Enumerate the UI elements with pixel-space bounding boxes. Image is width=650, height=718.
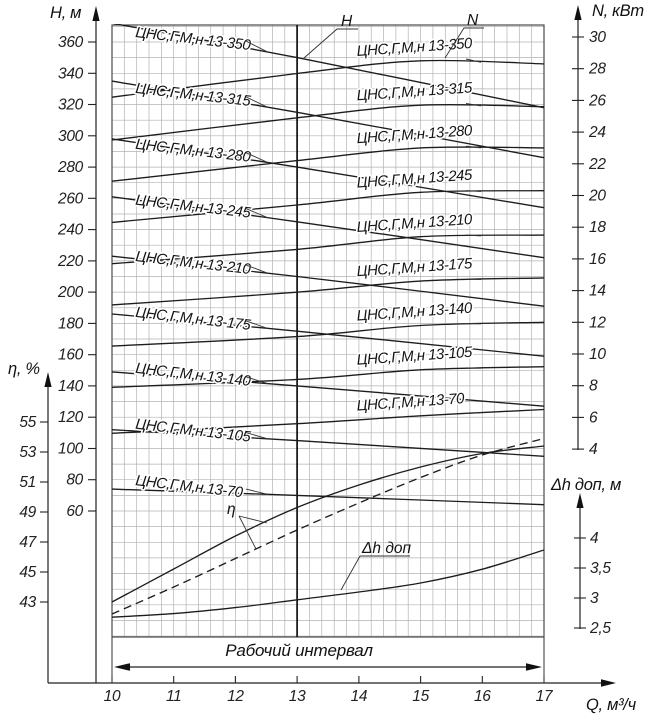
- power-axis-title: N, кВт: [592, 2, 644, 20]
- working-interval-left-arrow-icon: [114, 663, 130, 671]
- power-curve-label-13-280: ЦНС,Г,М,н 13-280: [356, 122, 473, 148]
- head-tick-label-240: 240: [58, 221, 83, 239]
- power-curve-label-13-140: ЦНС,Г,М,н 13-140: [356, 299, 473, 325]
- flow-tick-label-15: 15: [412, 688, 429, 705]
- cavitation-tick-label-3.5: 3,5: [590, 560, 611, 577]
- head-tick-label-120: 120: [58, 409, 83, 427]
- head-tick-label-100: 100: [58, 440, 83, 458]
- head-marker-leader: [304, 29, 358, 58]
- head-tick-label-160: 160: [58, 346, 83, 364]
- flow-axis-title: Q, м³/ч: [586, 696, 636, 714]
- power-curve-label-13-350: ЦНС,Г,М,н 13-350: [356, 34, 473, 60]
- power-tick-label-22: 22: [589, 155, 606, 173]
- flow-tick-label-13: 13: [288, 688, 306, 705]
- cavitation-curve: [112, 550, 544, 617]
- head-curve-label-13-140: ЦНС,Г,М,н 13-140: [134, 359, 252, 390]
- head-curve-label-13-210: ЦНС,Г,М,н 13-210: [134, 248, 252, 279]
- power-marker-label: N: [467, 12, 479, 29]
- power-curve-label-13-315: ЦНС,Г,М,н 13-315: [356, 79, 473, 105]
- head-tick-label-220: 220: [58, 252, 83, 270]
- cavitation-marker-leader: [341, 556, 360, 590]
- head-tick-label-320: 320: [58, 96, 83, 114]
- head-tick-label-200: 200: [58, 284, 83, 302]
- cavitation-tick-label-4: 4: [590, 530, 599, 547]
- power-axis-arrow-icon: [574, 5, 581, 20]
- flow-tick-label-14: 14: [350, 688, 368, 705]
- efficiency-axis-arrow-icon: [44, 372, 51, 387]
- head-tick-label-180: 180: [58, 315, 83, 333]
- head-marker-label: H: [341, 13, 353, 30]
- power-axis: [574, 2, 643, 450]
- head-tick-label-80: 80: [66, 471, 83, 489]
- power-tick-label-12: 12: [589, 314, 606, 332]
- power-tick-label-16: 16: [589, 250, 606, 268]
- flow-tick-label-11: 11: [165, 688, 182, 705]
- working-interval: [112, 637, 544, 683]
- power-curve-label-13-70: ЦНС,Г,М,н 13-70: [356, 390, 465, 415]
- head-tick-label-140: 140: [58, 377, 83, 395]
- power-curve-label-13-245: ЦНС,Г,М,н 13-245: [356, 166, 473, 192]
- power-tick-label-26: 26: [589, 92, 606, 110]
- cavitation-axis-title: Δh доп, м: [551, 476, 621, 494]
- working-interval-label: Рабочий интервал: [225, 641, 373, 660]
- cavitation-tick-label-2.5: 2,5: [590, 620, 611, 637]
- cavitation-axis: [550, 476, 621, 629]
- efficiency-tick-label-55: 55: [19, 414, 36, 431]
- cavitation-axis-arrow-icon: [576, 493, 583, 508]
- power-tick-label-24: 24: [589, 124, 606, 142]
- head-curve-label-13-280: ЦНС,Г,М,н 13-280: [134, 135, 252, 166]
- efficiency-tick-label-53: 53: [19, 444, 36, 461]
- head-curve-label-13-175: ЦНС,Г,М,н 13-175: [134, 303, 252, 334]
- efficiency-tick-label-43: 43: [19, 594, 36, 611]
- head-curve-label-13-245: ЦНС,Г,М,н 13-245: [134, 191, 252, 222]
- curve-labels: [135, 24, 481, 501]
- flow-tick-label-10: 10: [103, 688, 121, 705]
- power-tick-label-28: 28: [589, 60, 606, 78]
- cavitation-marker-label: Δh доп: [362, 540, 412, 557]
- flow-axis-arrow-icon: [601, 679, 616, 687]
- head-curve-label-13-315: ЦНС,Г,М,н 13-315: [134, 79, 252, 110]
- head-axis-title: H, м: [50, 4, 82, 22]
- power-curve-13-315: [112, 105, 544, 140]
- efficiency-tick-label-47: 47: [19, 534, 36, 551]
- power-curve-leader-13-105: [466, 368, 481, 369]
- power-tick-label-14: 14: [589, 282, 606, 300]
- power-curve-label-13-210: ЦНС,Г,М,н 13-210: [356, 210, 473, 236]
- head-tick-label-60: 60: [66, 503, 83, 520]
- flow-tick-label-17: 17: [535, 688, 553, 705]
- power-tick-label-4: 4: [589, 441, 598, 459]
- power-curve-label-13-105: ЦНС,Г,М,н 13-105: [356, 343, 473, 369]
- efficiency-tick-label-45: 45: [19, 564, 36, 581]
- plot-frame: [112, 25, 544, 637]
- efficiency-axis: [8, 360, 52, 683]
- head-axis-arrow-icon: [92, 6, 99, 21]
- head-curve-label-13-105: ЦНС,Г,М,н 13-105: [134, 415, 252, 446]
- power-tick-label-8: 8: [589, 377, 598, 395]
- power-curve-13-175: [112, 278, 544, 305]
- grid: [112, 25, 544, 637]
- efficiency-tick-label-49: 49: [19, 504, 36, 521]
- efficiency-tick-label-51: 51: [19, 474, 36, 491]
- head-tick-label-280: 280: [58, 159, 83, 177]
- head-tick-label-260: 260: [58, 190, 83, 208]
- power-tick-label-30: 30: [589, 29, 606, 46]
- head-tick-label-300: 300: [58, 127, 83, 145]
- flow-tick-label-16: 16: [473, 688, 491, 705]
- power-curve-13-140: [112, 322, 544, 346]
- head-curve-label-13-350: ЦНС,Г,М,н 13-350: [134, 24, 252, 55]
- efficiency-marker-label: η: [227, 501, 236, 518]
- power-tick-label-6: 6: [589, 409, 598, 427]
- head-tick-label-340: 340: [58, 65, 83, 83]
- head-curve-label-13-70: ЦНС,Г,М,н 13-70: [134, 472, 244, 502]
- efficiency-marker-leader-solid: [239, 516, 267, 523]
- efficiency-curve-solid: [112, 446, 544, 602]
- head-tick-label-360: 360: [58, 34, 83, 51]
- working-interval-right-arrow-icon: [526, 663, 542, 671]
- power-tick-label-18: 18: [589, 219, 606, 237]
- power-tick-label-20: 20: [589, 187, 606, 205]
- power-tick-label-10: 10: [589, 346, 606, 363]
- power-curve-label-13-175: ЦНС,Г,М,н 13-175: [356, 255, 473, 281]
- cavitation-tick-label-3: 3: [590, 590, 599, 607]
- efficiency-axis-title: η, %: [8, 360, 40, 378]
- flow-tick-label-12: 12: [227, 688, 244, 705]
